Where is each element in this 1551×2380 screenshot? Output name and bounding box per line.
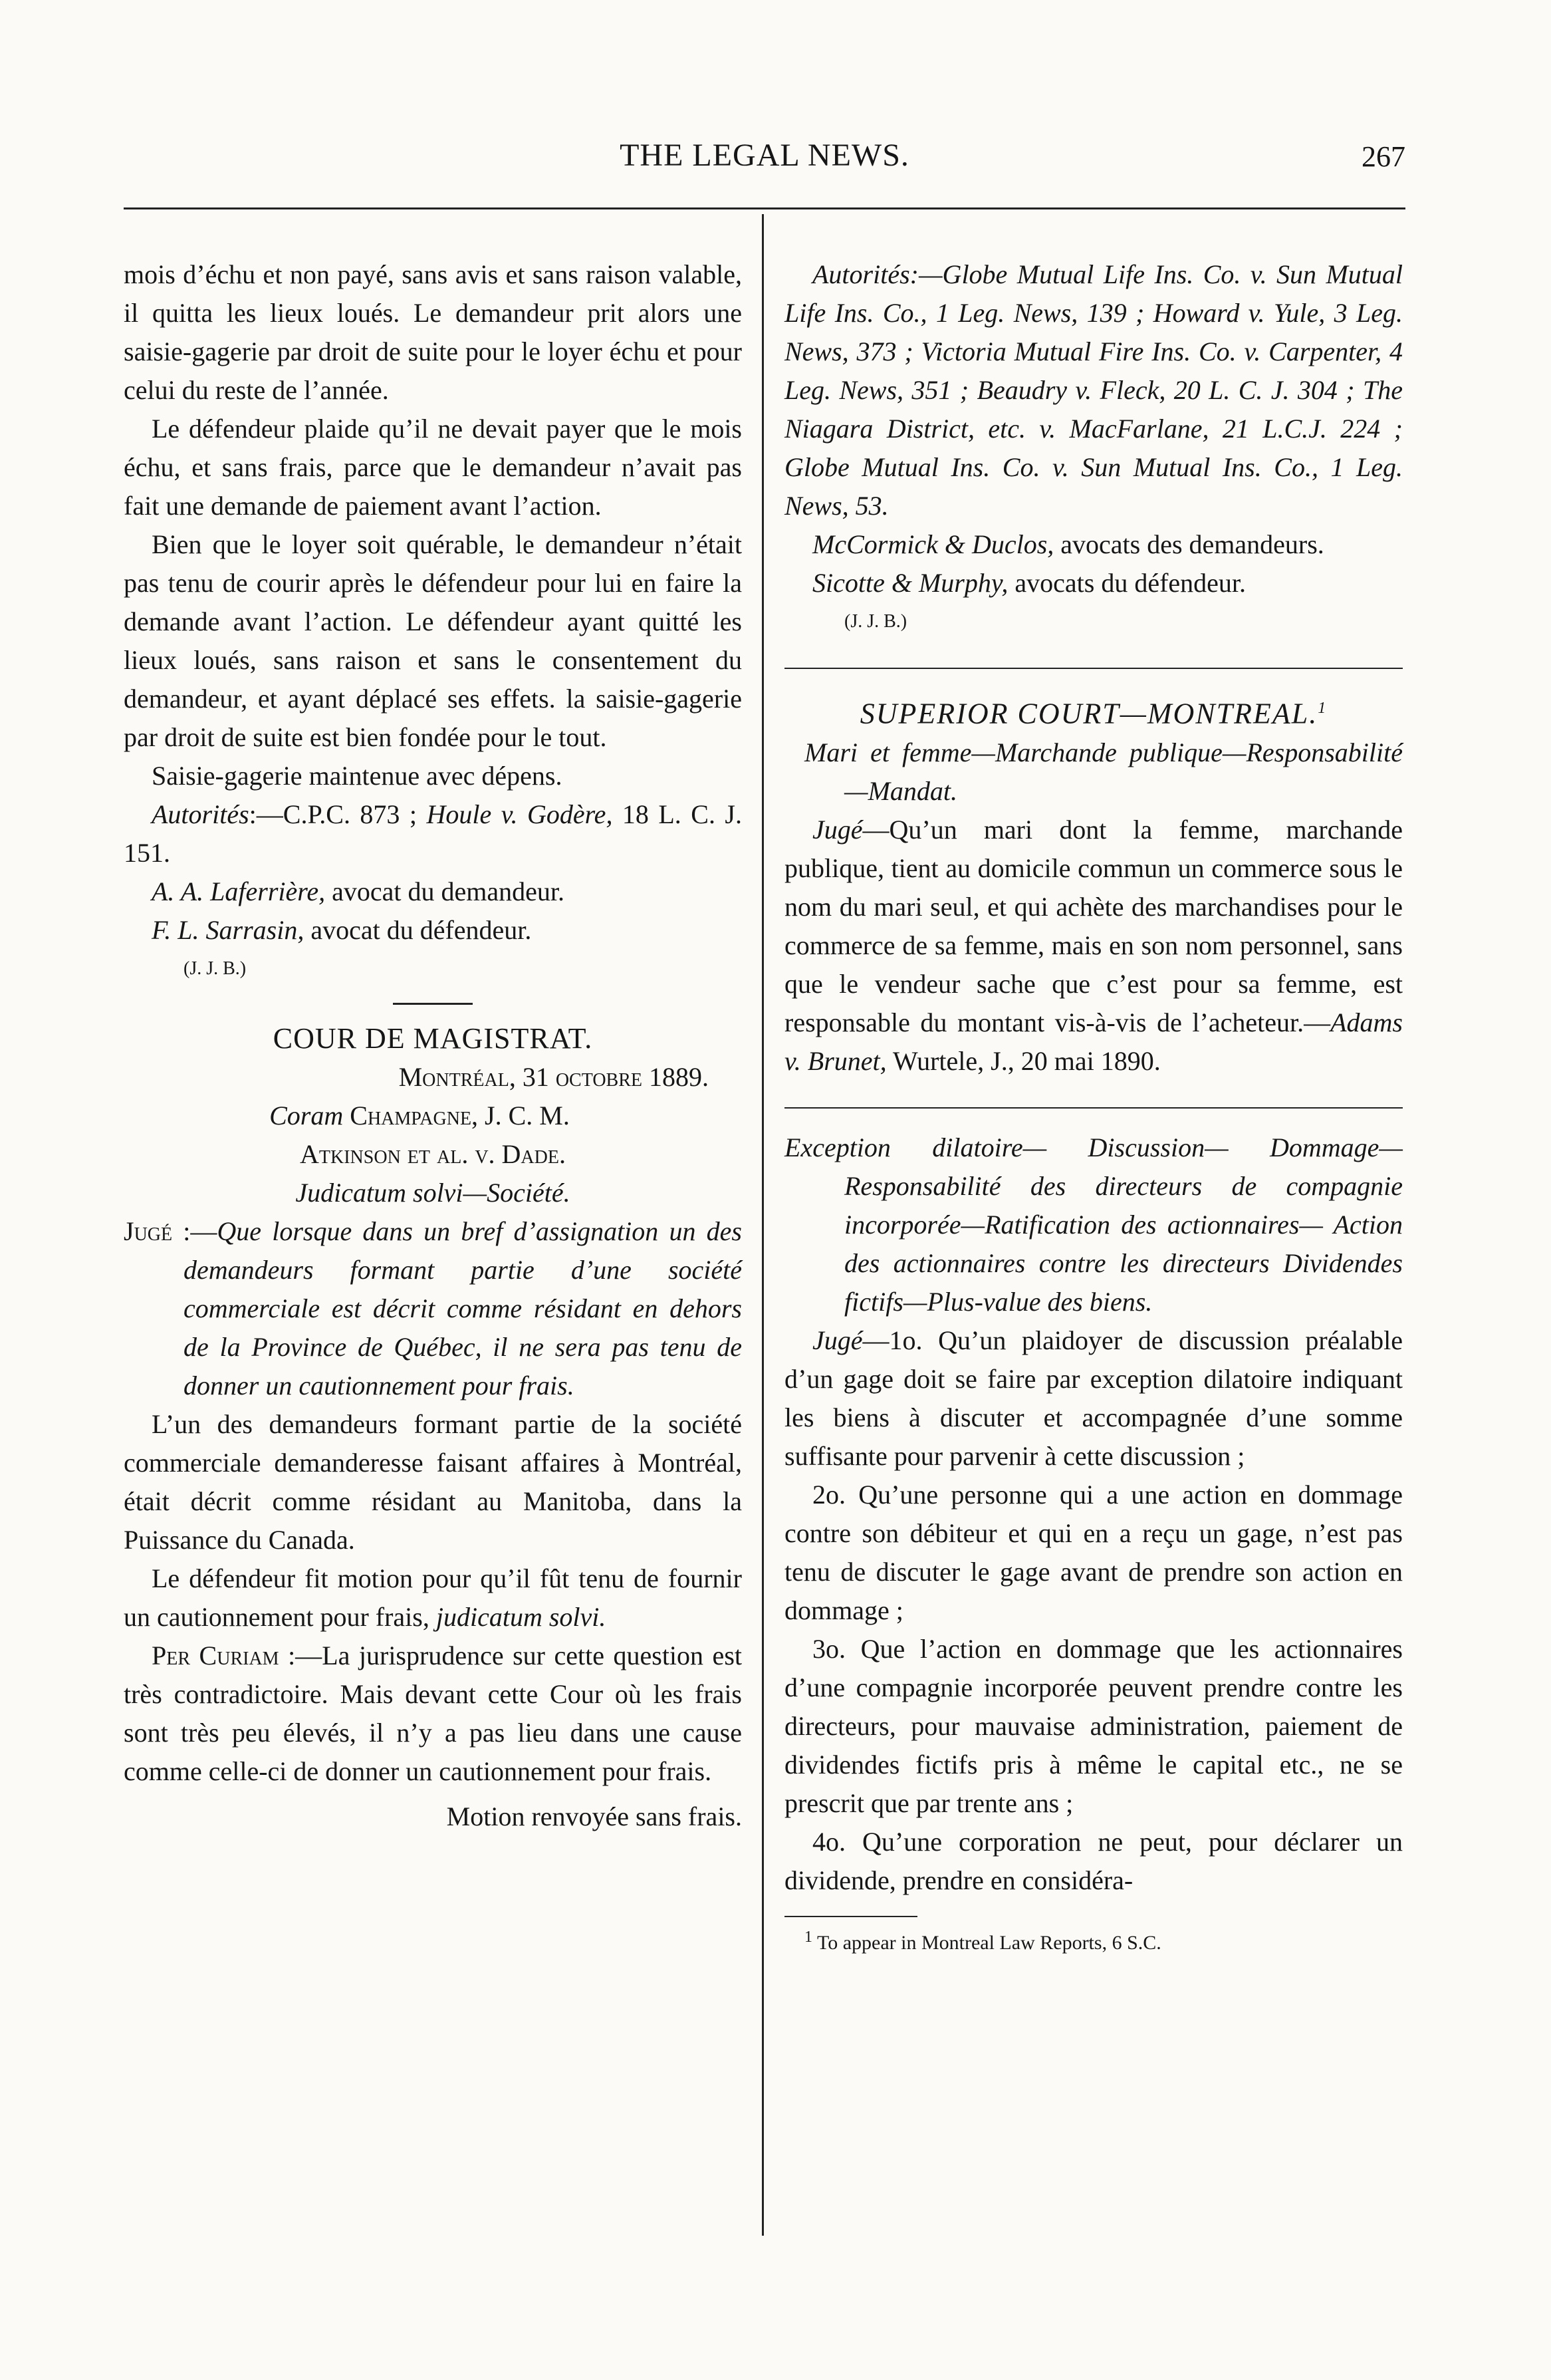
coram-judge: Champagne, J. C. M. <box>343 1101 570 1130</box>
footnote <box>784 1924 1403 1956</box>
case-parties: Atkinson et al. v. Dade. <box>300 1139 566 1169</box>
paragraph <box>784 1321 1403 1476</box>
authorities <box>784 255 1403 525</box>
court-title <box>784 689 1403 733</box>
section-divider <box>393 1003 473 1005</box>
court-title-text: SUPERIOR COURT—MONTREAL. <box>860 697 1318 730</box>
authorities-label: Autorités <box>152 799 249 829</box>
section-divider <box>784 668 1403 669</box>
reporter-initials: (J. J. B.) <box>844 611 907 632</box>
case-subject: Judicatum solvi—Société. <box>295 1178 570 1208</box>
page-number: 267 <box>1362 140 1405 173</box>
counsel-role: avocat du défendeur. <box>304 915 532 945</box>
paragraph: 2o. Qu’une personne qui a une action en dommage contre son débiteur et qui en a reçu un gage, n’est pas tenu de discuter le gage avant de prendre son action en dommage ; <box>784 1479 1403 1625</box>
juge-label: Jugé <box>812 1325 863 1355</box>
counsel-role: avocats du défendeur. <box>1008 568 1247 598</box>
authorities <box>124 795 742 872</box>
authorities-case: Houle v. Godère, <box>426 799 613 829</box>
footnote-marker: 1 <box>1318 700 1328 717</box>
page-header <box>124 137 1405 184</box>
counsel-name: McCormick & Duclos, <box>812 529 1054 559</box>
counsel-role: avocats des demandeurs. <box>1054 529 1324 559</box>
paragraph: mois d’échu et non payé, sans avis et sans raison valable, il quitta les lieux loués. Le demandeur prit alors une saisie-gagerie par droit de suite pour le loyer échu et pour celui du reste de l’année. <box>124 259 742 405</box>
court-title: COUR DE MAGISTRAT. <box>273 1022 593 1055</box>
paragraph: 4o. Qu’une corporation ne peut, pour déclarer un dividende, prendre en considéra- <box>784 1826 1403 1895</box>
coram-line <box>124 1097 742 1135</box>
headnote <box>124 1212 742 1405</box>
counsel-line <box>124 872 742 911</box>
juge-text: Que lorsque dans un bref d’assignation un des demandeurs formant partie d’une société commerciale est décrit comme résidant en dehors de la Province de Québec, il ne sera pas tenu de donner un cautionnement pour frais. <box>183 1216 742 1400</box>
authorities-label: Autorités <box>812 259 910 289</box>
paragraph <box>124 1637 742 1791</box>
paragraph-italic: judicatum solvi. <box>435 1602 606 1632</box>
paragraph: 3o. Que l’action en dommage que les actionnaires d’une compagnie incorporée peuvent prendre contre les directeurs, pour mauvaise administration, paiement de dividendes fictifs pris à même le capital etc., ne se prescrit que par trente ans ; <box>784 1633 1403 1818</box>
footnote-text: To appear in Montreal Law Reports, 6 S.C. <box>816 1931 1161 1954</box>
judgment-line: Saisie-gagerie maintenue avec dépens. <box>152 761 562 791</box>
counsel-role: avocat du demandeur. <box>325 876 564 906</box>
authorities-text: :—Globe Mutual Life Ins. Co. v. Sun Mutual Life Ins. Co., 1 Leg. News, 139 ; Howard v. Yule, 3 Leg. News, 373 ; Victoria Mutual Fire Ins. Co. v. Carpenter, 4 Leg. News, 351 ; Beaudry v. Fleck, 20 L. C. J. 304 ; The Niagara District, etc. v. MacFarlane, 21 L.C.J. 224 ; Globe Mutual Ins. Co. v. Sun Mutual Ins. Co., 1 Leg. News, 53. <box>784 259 1403 521</box>
headnote: Exception dilatoire— Discussion— Dommage— Responsabilité des directeurs de compagnie incorporée—Ratification des actionnaires— Action des actionnaires contre les directeurs Dividendes fictifs—Plus-value des biens. <box>784 1132 1403 1317</box>
paragraph <box>784 811 1403 1081</box>
reporter-initials: (J. J. B.) <box>183 958 247 979</box>
headnote: Mari et femme—Marchande publique—Responsabilité—Mandat. <box>804 737 1403 806</box>
coram-label: Coram <box>269 1101 344 1130</box>
column-divider <box>762 214 764 2236</box>
paragraph: L’un des demandeurs formant partie de la société commerciale demanderesse faisant affaires à Montréal, était décrit comme résidant au Manitoba, dans la Puissance du Canada. <box>124 1409 742 1555</box>
place-date: Montréal, 31 octobre 1889. <box>398 1062 709 1092</box>
paragraph <box>124 1559 742 1637</box>
authorities-tail: 18 L. C. J. 151. <box>124 799 742 868</box>
juge-text: —1o. Qu’un plaidoyer de discussion préalable d’un gage doit se faire par exception dilatoire indiquant les biens à discuter et accompagnée d’une somme suffisante pour parvenir à cette discussion ; <box>784 1325 1403 1471</box>
right-column <box>784 255 1403 1956</box>
per-curiam-label: Per Curiam :— <box>152 1641 322 1670</box>
case-name: Adams v. Brunet, <box>784 1007 1403 1076</box>
section-divider <box>784 1107 1403 1109</box>
motion-line: Motion renvoyée sans frais. <box>446 1801 742 1831</box>
footnote-marker: 1 <box>804 1928 812 1946</box>
juge-text: —Qu’un mari dont la femme, marchande publique, tient au domicile commun un commerce sous le nom du mari seul, et qui achète des marchandises pour le commerce de sa femme, mais en son nom personnel, sans que le vendeur sache que c’est pour sa femme, est responsable du montant vis-à-vis de l’acheteur.— <box>784 814 1403 1037</box>
paragraph: Le défendeur plaide qu’il ne devait payer que le mois échu, et sans frais, parce que le demandeur n’avait pas fait une demande de paiement avant l’action. <box>124 414 742 521</box>
counsel-line <box>784 564 1403 602</box>
juge-label: Jugé <box>812 814 863 845</box>
counsel-name: A. A. Laferrière, <box>152 876 326 906</box>
counsel-line <box>124 911 742 950</box>
footnote-rule <box>784 1916 917 1917</box>
case-tail: Wurtele, J., 20 mai 1890. <box>886 1045 1161 1076</box>
paragraph: Bien que le loyer soit quérable, le demandeur n’était pas tenu de courir après le défendeur pour lui en faire la demande avant l’action. Le défendeur ayant quitté les lieux loués, sans raison et sans le consentement du demandeur, et ayant déplacé ses effets. la saisie-gagerie par droit de suite est bien fondée pour le tout. <box>124 529 742 752</box>
authorities-text: :—C.P.C. 873 ; <box>249 799 427 829</box>
per-curiam-text: La jurisprudence sur cette question est très contradictoire. Mais devant cette Cour où les frais sont très peu élevés, il n’y a pas lieu dans une cause comme celle-ci de donner un cautionnement pour frais. <box>124 1641 742 1786</box>
paragraph-text: Le défendeur fit motion pour qu’il fût tenu de fournir un cautionnement pour frais, <box>124 1563 742 1632</box>
counsel-name: F. L. Sarrasin, <box>152 915 304 945</box>
running-title: THE LEGAL NEWS. <box>620 138 909 173</box>
counsel-line <box>784 525 1403 564</box>
counsel-name: Sicotte & Murphy, <box>812 568 1009 598</box>
left-column <box>124 255 742 1836</box>
juge-label: Jugé :— <box>124 1216 217 1246</box>
header-rule <box>124 207 1405 209</box>
